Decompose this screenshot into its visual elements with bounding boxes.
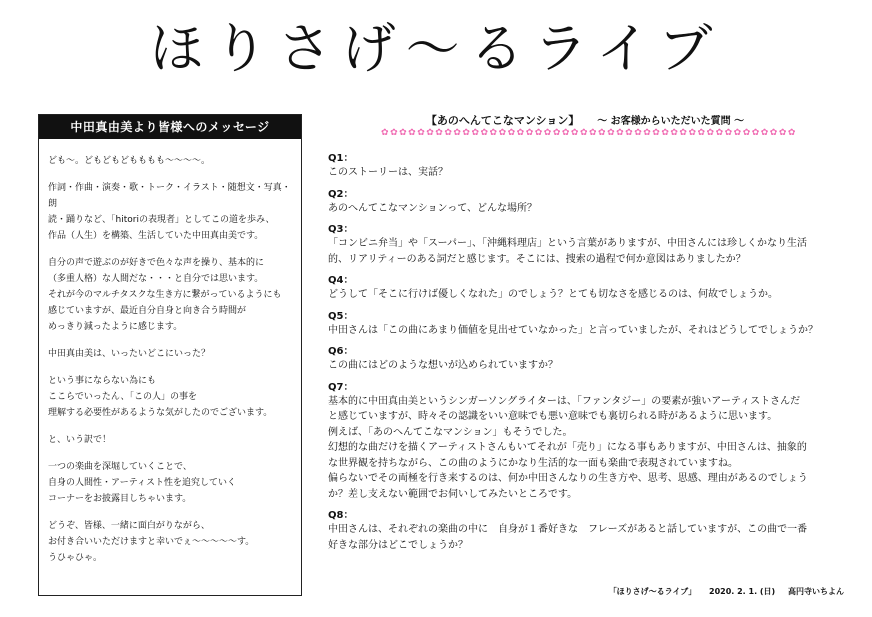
question-label: Q2： (328, 188, 354, 200)
message-panel (38, 114, 302, 596)
message-paragraph: ども〜。どもどもどもももも〜〜〜〜。 (48, 156, 211, 166)
questions-subtitle: 〜 お客様からいただいた質問 〜 (597, 116, 745, 127)
message-paragraph: 自分の声で遊ぶのが好きで色々な声を操り、基本的に （多重人格）な人間だな・・・と自分では思います。 それが今のマルチタスクな生き方に繋がっているようにも 感じていますが、最近自分自身と向き合う時間が めっきり減ったように感じます。 (48, 258, 282, 332)
question-label: Q6： (328, 346, 354, 357)
question-item (328, 188, 843, 217)
question-text: このストーリーは、実話？ (328, 167, 448, 178)
message-paragraph: という事にならない為にも ここらでいったん、「この人」の事を 理解する必要性があるような気がしたのでございます。 (48, 376, 273, 418)
message-panel-heading: 中田真由美より皆様へのメッセージ (39, 115, 301, 139)
question-text: 中田さんは「この曲にあまり価値を見出せていなかった」と言っていましたが、それはどうしてでしょうか？ (328, 324, 818, 336)
flower-divider: ✿✿✿✿✿✿✿✿✿✿✿✿✿✿✿✿✿✿✿✿✿✿✿✿✿✿✿✿✿✿✿✿✿✿✿✿✿✿✿✿✿✿✿✿✿✿ (381, 128, 797, 138)
question-label: Q8： (328, 510, 354, 521)
question-text: 「コンビニ弁当」や「スーパー」、「沖縄料理店」という言葉がありますが、中田さんには珍しくかなり生活 的、リアリティーのある詞だと感じます。そこには、捜索の過程で何か意図はありましたか？ (328, 238, 807, 265)
question-item (328, 310, 843, 339)
question-item (328, 509, 843, 553)
question-item (328, 223, 843, 267)
question-item (328, 274, 843, 303)
page-title: ほりさげ〜るライブ (149, 17, 723, 80)
message-paragraph: 作詞・作曲・演奏・歌・トーク・イラスト・随想文・写真・朗 読・踊りなど、「hitoriの表現者」としてこの道を歩み、 作品（人生）を構築、生活していた中田真由美です。 (48, 183, 291, 241)
message-paragraph: どうぞ、皆様、一緒に面白がりながら、 お付き合いいただけますと幸いでぇ〜〜〜〜〜す。 うひゃひゃ。 (48, 521, 255, 563)
message-paragraph: 一つの楽曲を深堀していくことで、 自身の人間性・アーティスト性を追究していく コーナーをお披露目しちゃいます。 (48, 462, 237, 504)
message-paragraph: 中田真由美は、いったいどこにいった？ (48, 349, 211, 359)
question-text: 基本的に中田真由美というシンガーソングライターは、「ファンタジー」の要素が強いアーティストさんだ と感じていますが、時々その認識をいい意味でも悪い意味でも裏切られる時があるように思います。 例えば、「あのへんてこなマンション」もそうでした。 幻想的な曲だけを描くアーティストさんもいてそれが「売り」になる事もありますが、中田さんは、抽象的 な世界観を持ちながら、この曲のようにかなり生活的な一面も楽曲で表現されていますね。 偏らないでその両極を行き来するのは、何か中田さんなりの生き方や、思考、思感、理由があるのでしょう か？差し支えない範囲でお伺いしてみたいところです。 (328, 395, 808, 500)
question-item (328, 345, 843, 374)
song-title: 【あのへんてこなマンション】 (425, 114, 580, 127)
message-paragraph: と、いう訳で！ (48, 435, 112, 445)
question-item (328, 381, 843, 503)
question-label: Q1： (328, 153, 354, 164)
question-text: 中田さんは、それぞれの楽曲の中に 自身が１番好きな フレーズがあると話していますが、この曲で一番 好きな部分はどこでしょうか？ (328, 524, 808, 551)
question-text: あのへんてこなマンションって、どんな場所？ (328, 202, 538, 214)
question-list (328, 152, 843, 560)
message-panel-body (39, 139, 301, 566)
footer (584, 586, 844, 597)
question-text: この曲にはどのような想いが込められていますか？ (328, 360, 558, 371)
footer-author: 高円寺いちよん (788, 587, 844, 596)
footer-date: 2020. 2. 1. (日) (709, 587, 776, 596)
question-label: Q7： (328, 381, 354, 393)
question-text: どうして「そこに行けば優しくなれた」のでしょう？とても切なさを感じるのは、何故でしょうか。 (328, 289, 778, 300)
question-label: Q5： (328, 310, 354, 322)
question-label: Q3： (328, 224, 354, 235)
questions-header (330, 112, 840, 128)
question-label: Q4： (328, 275, 354, 286)
footer-series: 「ほりさげ〜るライブ」 (608, 587, 697, 596)
question-item (328, 152, 843, 181)
